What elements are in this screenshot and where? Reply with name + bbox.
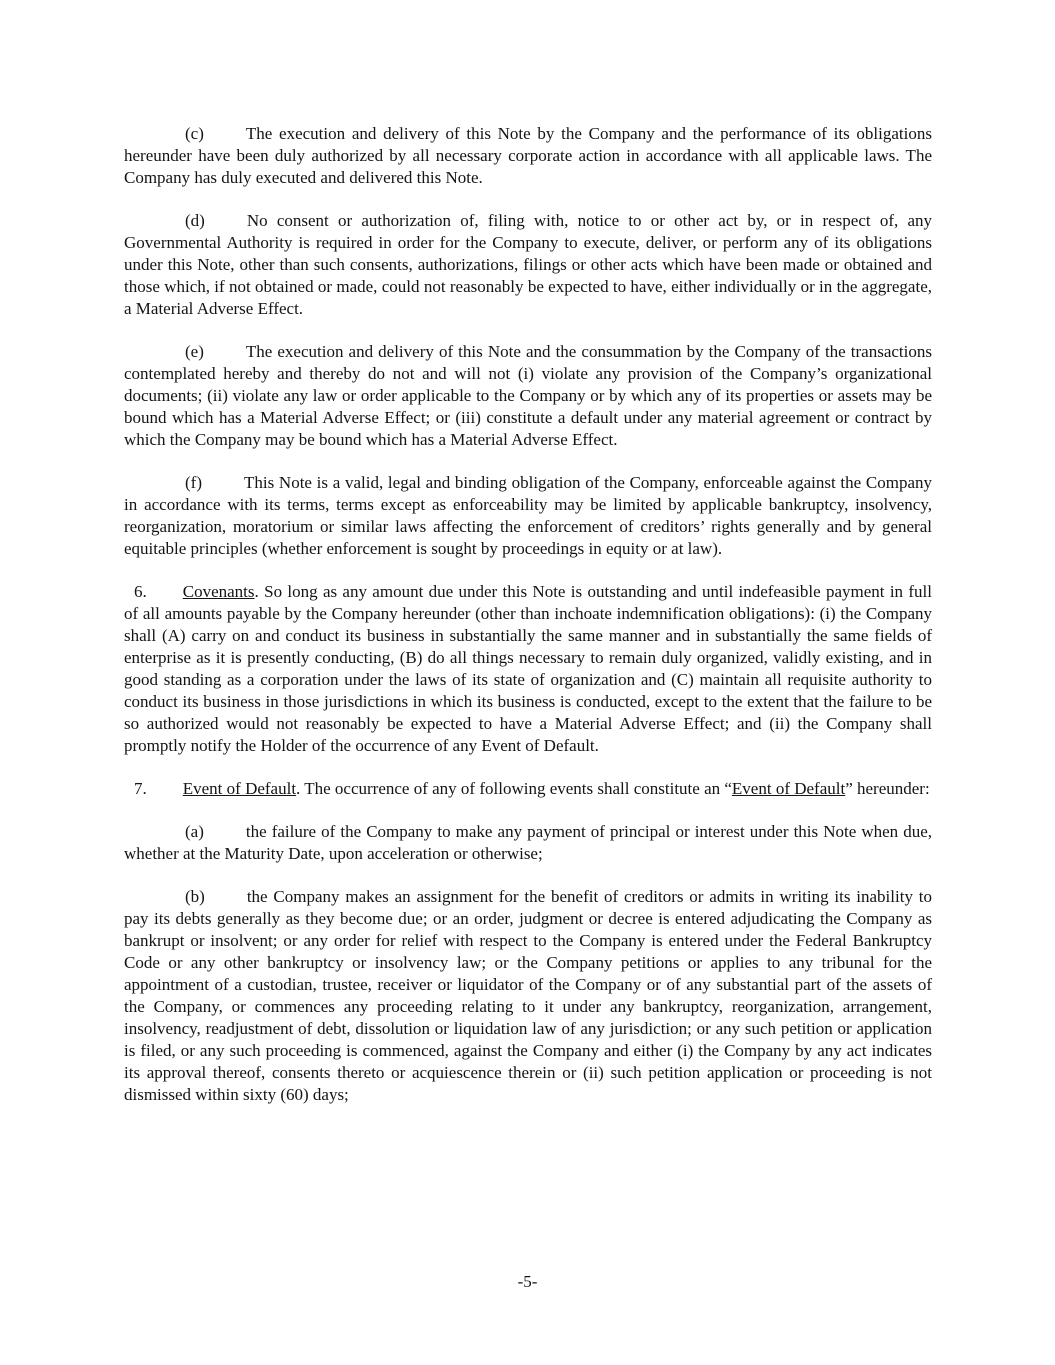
underlined-text: Event of Default <box>182 779 297 798</box>
paragraph-label: 6. <box>134 582 147 601</box>
paragraph-7 <box>124 778 932 800</box>
paragraph-e <box>124 341 932 451</box>
paragraph-label: (f) <box>185 473 202 492</box>
underlined-text: Event of Default <box>731 779 846 798</box>
paragraph-label: (b) <box>185 887 205 906</box>
text-run: No consent or authorization of, filing with, notice to or other act by, or in respect of, any Governmental Authority is required in order for the Company to execute, deliver, or perform any of its obligations under this Note, other than such consents, authorizations, filings or other acts which have been made or obtained and those which, if not obtained or made, could not reasonably be expected to have, either individually or in the aggregate, a Material Adverse Effect. <box>124 211 932 318</box>
text-run: The execution and delivery of this Note and the consummation by the Company of the transactions contemplated hereby and thereby do not and will not (i) violate any provision of the Company’s organizational documents; (ii) violate any law or order applicable to the Company or by which any of its properties or assets may be bound which has a Material Adverse Effect; or (iii) constitute a default under any material agreement or contract by which the Company may be bound which has a Material Adverse Effect. <box>124 342 932 449</box>
underlined-text: Covenants <box>182 582 255 601</box>
text-run: ” hereunder: <box>845 779 930 798</box>
document-body <box>124 123 932 1127</box>
text-run: the failure of the Company to make any payment of principal or interest under this Note when due, whether at the Maturity Date, upon acceleration or otherwise; <box>124 822 932 863</box>
paragraph-d <box>124 210 932 320</box>
text-run: This Note is a valid, legal and binding obligation of the Company, enforceable against the Company in accordance with its terms, terms except as enforceability may be limited by applicable bankruptcy, insolvency, reorganization, moratorium or similar laws affecting the enforcement of creditors’ rights generally and by general equitable principles (whether enforcement is sought by proceedings in equity or at law). <box>124 473 932 558</box>
paragraph-c <box>124 123 932 189</box>
paragraph-label: 7. <box>134 779 147 798</box>
text-run: The execution and delivery of this Note by the Company and the performance of its obligations hereunder have been duly authorized by all necessary corporate action in accordance with all applicable laws. The Company has duly executed and delivered this Note. <box>124 124 932 187</box>
page-number: -5- <box>517 1272 538 1291</box>
text-run: . The occurrence of any of following events shall constitute an “ <box>296 779 732 798</box>
paragraph-label: (c) <box>185 124 204 143</box>
paragraph-a <box>124 821 932 865</box>
paragraph-b <box>124 886 932 1106</box>
paragraph-label: (a) <box>185 822 204 841</box>
paragraph-6 <box>124 581 932 757</box>
paragraph-label: (d) <box>185 211 205 230</box>
paragraph-label: (e) <box>185 342 204 361</box>
paragraph-f <box>124 472 932 560</box>
text-run: the Company makes an assignment for the benefit of creditors or admits in writing its inability to pay its debts generally as they become due; or an order, judgment or decree is entered adjudicating the Company as bankrupt or insolvent; or any order for relief with respect to the Company is entered under the Federal Bankruptcy Code or any other bankruptcy or insolvency law; or the Company petitions or applies to any tribunal for the appointment of a custodian, trustee, receiver or liquidator of the Company or of any substantial part of the assets of the Company, or commences any proceeding relating to it under any bankruptcy, reorganization, arrangement, insolvency, readjustment of debt, dissolution or liquidation law of any jurisdiction; or any such petition or application is filed, or any such proceeding is commenced, against the Company and either (i) the Company by any act indicates its approval thereof, consents thereto or acquiescence therein or (ii) such petition application or proceeding is not dismissed within sixty (60) days; <box>124 887 932 1104</box>
text-run: . So long as any amount due under this Note is outstanding and until indefeasible payment in full of all amounts payable by the Company hereunder (other than inchoate indemnification obligations): (i) the Company shall (A) carry on and conduct its business in substantially the same manner and in substantially the same fields of enterprise as it is presently conducting, (B) do all things necessary to remain duly organized, validly existing, and in good standing as a corporation under the laws of its state of organization and (C) maintain all requisite authority to conduct its business in those jurisdictions in which its business is conducted, except to the extent that the failure to be so authorized would not reasonably be expected to have a Material Adverse Effect; and (ii) the Company shall promptly notify the Holder of the occurrence of any Event of Default. <box>124 582 932 755</box>
